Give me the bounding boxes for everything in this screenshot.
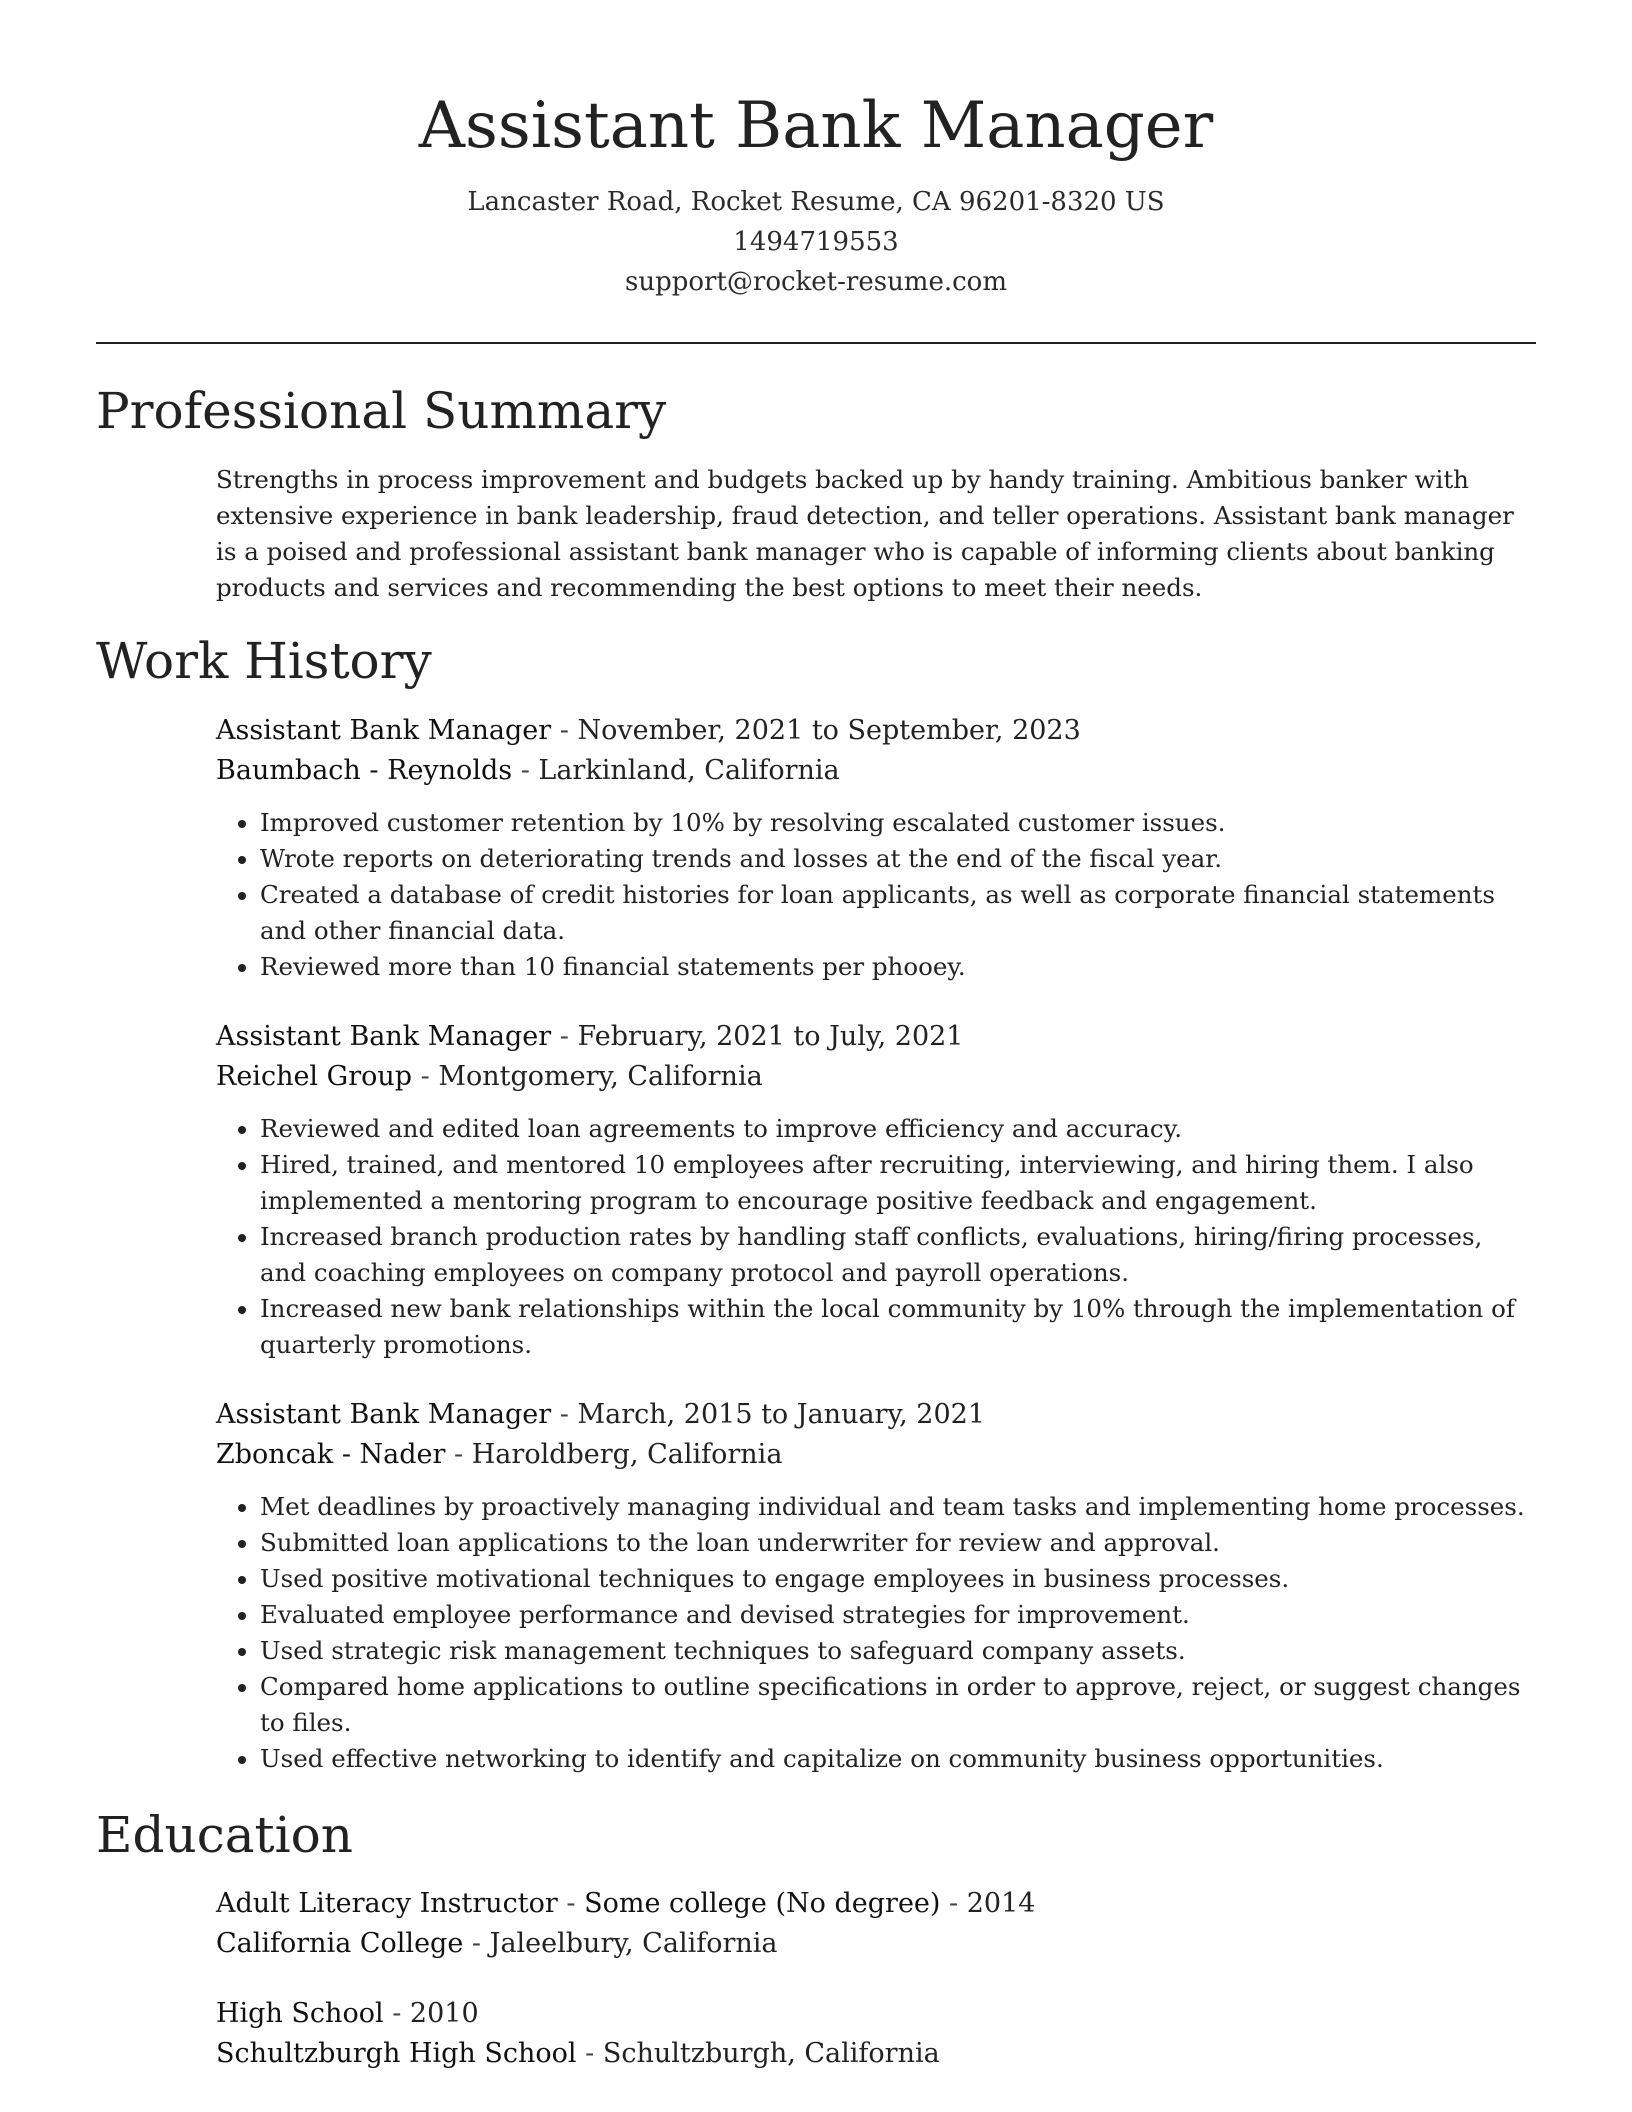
job-location: Haroldberg, California [471,1439,783,1470]
job-dates: March, 2015 to January, 2021 [577,1399,986,1430]
job-bullet: • Improved customer retention by 10% by resolving escalated customer issues. [260,805,1536,841]
job-bullet: • Created a database of credit histories for loan applicants, as well as corporate financial statements and other financial data. [260,877,1536,949]
job-dates: February, 2021 to July, 2021 [577,1021,964,1052]
job-company: Baumbach - Reynolds [216,755,513,786]
education-heading: Education [96,1806,353,1864]
job-company: Zboncak - Nader [216,1439,446,1470]
job-bullets [216,805,1536,985]
job-bullet: • Met deadlines by proactively managing individual and team tasks and implementing home processes. [260,1489,1536,1525]
job-location: Larkinland, California [538,755,840,786]
summary-heading: Professional Summary [96,382,667,440]
job-bullet: • Hired, trained, and mentored 10 employees after recruiting, interviewing, and hiring them. I also implemented a mentoring program to encourage positive feedback and engagement. [260,1147,1536,1219]
candidate-name: Assistant Bank Manager [418,89,1214,163]
job-title: Assistant Bank Manager [216,715,552,746]
education-year: 2014 [966,1888,1036,1919]
job-entry [216,1395,1536,1777]
job-bullet: • Increased new bank relationships within the local community by 10% through the implementation of quarterly promotions. [260,1291,1536,1363]
job-bullet: • Used strategic risk management techniques to safeguard company assets. [260,1633,1536,1669]
education-entry [216,1994,1536,2074]
job-company-line: Baumbach - Reynolds - Larkinland, California [216,755,840,786]
education-school: Schultzburgh High School [216,2038,577,2069]
resume-header [96,80,1536,302]
job-bullet: • Evaluated employee performance and devised strategies for improvement. [260,1597,1536,1633]
job-title-line: Assistant Bank Manager - February, 2021 to July, 2021 [216,1021,964,1052]
job-title-line: Assistant Bank Manager - November, 2021 to September, 2023 [216,715,1081,746]
education-program: High School [216,1998,384,2029]
education-title-line: Adult Literacy Instructor - Some college (No degree) - 2014 [216,1888,1036,1919]
job-bullet: • Reviewed and edited loan agreements to improve efficiency and accuracy. [260,1111,1536,1147]
education-degree: Some college (No degree) [584,1888,941,1919]
job-bullet: • Used positive motivational techniques to engage employees in business processes. [260,1561,1536,1597]
job-company-line: Zboncak - Nader - Haroldberg, California [216,1439,783,1470]
education-year: 2010 [409,1998,479,2029]
job-title-line: Assistant Bank Manager - March, 2015 to January, 2021 [216,1399,986,1430]
job-company-line: Reichel Group - Montgomery, California [216,1061,763,1092]
education-location: Schultzburgh, California [602,2038,940,2069]
education-title-line: High School - 2010 [216,1998,479,2029]
job-bullet: • Submitted loan applications to the loan underwriter for review and approval. [260,1525,1536,1561]
job-entry [216,1017,1536,1363]
job-bullet: • Wrote reports on deteriorating trends and losses at the end of the fiscal year. [260,841,1536,877]
header-divider [96,342,1536,344]
job-bullet: • Increased branch production rates by handling staff conflicts, evaluations, hiring/firing processes, and coaching employees on company protocol and payroll operations. [260,1219,1536,1291]
work-history-heading: Work History [96,632,432,690]
email: support@rocket-resume.com [624,267,1007,297]
job-dates: November, 2021 to September, 2023 [577,715,1081,746]
job-company: Reichel Group [216,1061,413,1092]
job-bullets [216,1489,1536,1777]
address: Lancaster Road, Rocket Resume, CA 96201-8320 US [467,187,1165,217]
job-title: Assistant Bank Manager [216,1021,552,1052]
job-location: Montgomery, California [438,1061,763,1092]
job-entry [216,711,1536,985]
contact-info [96,182,1536,302]
job-title: Assistant Bank Manager [216,1399,552,1430]
education-entry [216,1884,1536,1964]
education-school-line: California College - Jaleelbury, California [216,1928,778,1959]
summary-section [216,462,1536,606]
summary-text: Strengths in process improvement and budgets backed up by handy training. Ambitious banker with extensive experience in bank leadership, fraud detection, and teller operations. Assistant bank manager is a poised and professional assistant bank manager who is capable of informing clients about banking products and services and recommending the best options to meet their needs. [216,465,1514,602]
job-bullet: • Compared home applications to outline specifications in order to approve, reject, or suggest changes to files. [260,1669,1536,1741]
job-bullet: • Reviewed more than 10 financial statements per phooey. [260,949,1536,985]
phone: 1494719553 [733,227,899,257]
education-location: Jaleelbury, California [489,1928,778,1959]
education-school: California College [216,1928,464,1959]
education-program: Adult Literacy Instructor [216,1888,558,1919]
education-school-line: Schultzburgh High School - Schultzburgh, California [216,2038,940,2069]
job-bullets [216,1111,1536,1363]
job-bullet: • Used effective networking to identify and capitalize on community business opportunities. [260,1741,1536,1777]
